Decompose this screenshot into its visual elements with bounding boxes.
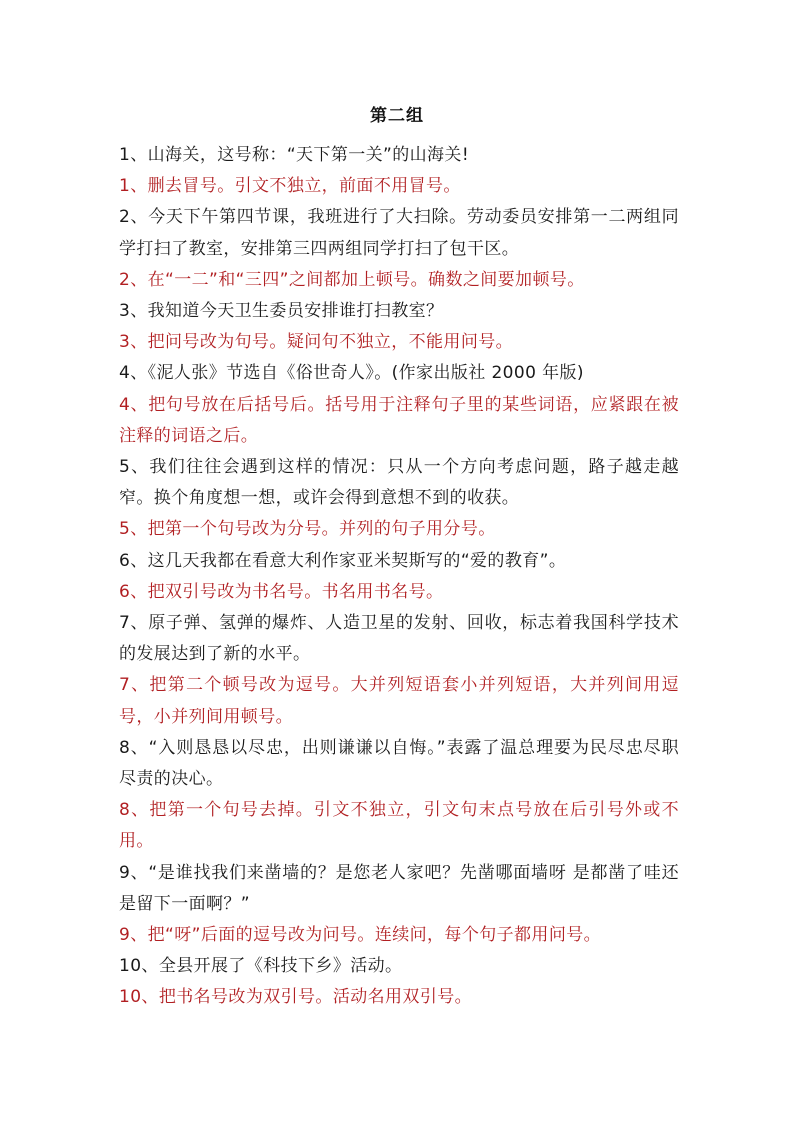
- answer-4: 4、把句号放在后括号后。括号用于注释句子里的某些词语，应紧跟在被注释的词语之后。: [119, 394, 679, 446]
- answer-5: 5、把第一个句号改为分号。并列的句子用分号。: [119, 519, 496, 540]
- answer-2: 2、在“一二”和“三四”之间都加上顿号。确数之间要加顿号。: [119, 269, 585, 290]
- answer-1: 1、删去冒号。引文不独立，前面不用冒号。: [119, 176, 461, 197]
- question-4: 4、《泥人张》节选自《俗世奇人》。(作家出版社 2000 年版): [119, 363, 584, 384]
- answer-10: 10、把书名号改为双引号。活动名用双引号。: [119, 987, 473, 1008]
- question-6: 6、这几天我都在看意大利作家亚米契斯写的“爱的教育”。: [119, 550, 567, 571]
- question-5: 5、我们往往会遇到这样的情况：只从一个方向考虑问题，路子越走越窄。换个角度想一想，或许会得到意想不到的收获。: [119, 457, 679, 509]
- document-title: 第二组: [370, 106, 424, 126]
- answer-3: 3、把问号改为句号。疑问句不独立，不能用问号。: [119, 332, 514, 353]
- question-1: 1、山海关，这号称：“天下第一关”的山海关!: [119, 145, 470, 165]
- question-2: 2、今天下午第四节课，我班进行了大扫除。劳动委员安排第一二两组同学打扫了教室，安排第三四两组同学打扫了包干区。: [119, 207, 679, 259]
- document-body: [119, 140, 679, 1014]
- answer-8: 8、把第一个句号去掉。引文不独立，引文句末点号放在后引号外或不用。: [119, 800, 679, 852]
- answer-9: 9、把“呀”后面的逗号改为问号。连续问，每个句子都用问号。: [119, 925, 602, 946]
- question-7: 7、原子弹、氢弹的爆炸、人造卫星的发射、回收，标志着我国科学技术的发展达到了新的水平。: [119, 613, 679, 665]
- answer-6: 6、把双引号改为书名号。书名用书名号。: [119, 581, 444, 602]
- question-10: 10、全县开展了《科技下乡》活动。: [119, 956, 403, 977]
- question-3: 3、我知道今天卫生委员安排谁打扫教室？: [119, 301, 444, 322]
- question-9: 9、“是谁找我们来凿墙的？是您老人家吧？先凿哪面墙呀 是都凿了哇还是留下一面啊？”: [119, 862, 679, 914]
- question-8: 8、“入则恳恳以尽忠，出则谦谦以自悔。”表露了温总理要为民尽忠尽职尽责的决心。: [119, 737, 679, 790]
- answer-7: 7、把第二个顿号改为逗号。大并列短语套小并列短语，大并列间用逗号，小并列间用顿号。: [119, 675, 679, 727]
